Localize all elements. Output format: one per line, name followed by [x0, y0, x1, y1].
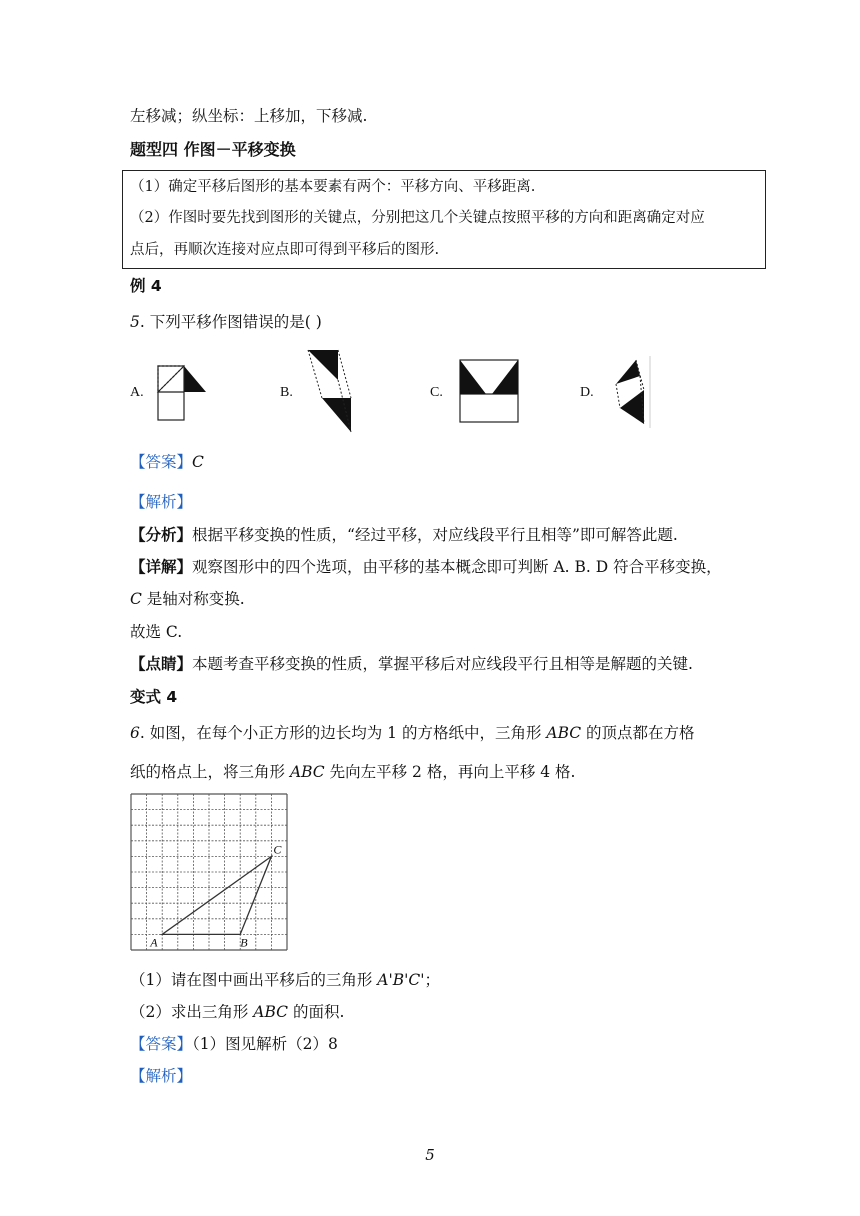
- sub2-a: （2）求出三角形: [130, 1003, 254, 1021]
- vertex-label-b: B: [240, 935, 248, 950]
- grid-figure: [130, 793, 290, 955]
- option-c-label: C.: [430, 385, 443, 400]
- xiangjie-tag: 【详解】: [130, 558, 193, 576]
- example-heading: 例 4: [130, 277, 162, 295]
- page-number: 5: [425, 1146, 435, 1164]
- option-a-figure: [156, 364, 208, 422]
- q6-abc: ABC: [546, 724, 582, 742]
- option-a-label: A.: [130, 385, 144, 400]
- q6-text-a: . 如图，在每个小正方形的边长均为 1 的方格纸中，三角形: [139, 724, 547, 742]
- option-b-label: B.: [280, 385, 293, 400]
- question-number: 6: [130, 724, 140, 742]
- fenxi-tag: 【分析】: [130, 526, 193, 544]
- text-line: 左移减；纵坐标：上移加，下移减.: [130, 107, 368, 125]
- sub2-abc: ABC: [253, 1003, 289, 1021]
- q6-text-d: 先向左平移 2 格，再向上平移 4 格.: [324, 763, 576, 781]
- question-number: 5: [130, 313, 140, 331]
- analysis-tag: 【解析】: [130, 493, 193, 511]
- sub2-b: 的面积.: [288, 1003, 345, 1021]
- dianjing-text: 本题考查平移变换的性质，掌握平移后对应线段平行且相等是解题的关键.: [192, 655, 693, 673]
- answer-value: C: [192, 453, 204, 471]
- sub1-a: （1）请在图中画出平移后的三角形: [130, 971, 378, 989]
- question-5: [130, 312, 322, 332]
- q6-text-b: 的顶点都在方格: [581, 724, 695, 742]
- conclusion: 故选 C.: [130, 623, 183, 641]
- dianjing-tag: 【点睛】: [130, 655, 193, 673]
- tip-line-3: 点后，再顺次连接对应点即可得到平移后的图形.: [130, 242, 440, 258]
- variant-heading: 变式 4: [130, 688, 178, 706]
- triangle-abc: [162, 856, 271, 934]
- q6-abc-2: ABC: [289, 763, 325, 781]
- xiangjie-italic: C: [130, 590, 142, 608]
- fenxi-text: 根据平移变换的性质，“经过平移，对应线段平行且相等”即可解答此题.: [192, 526, 678, 544]
- tip-line-2: （2）作图时要先找到图形的关键点，分别把这几个关键点按照平移的方向和距离确定对应: [130, 210, 705, 226]
- xiangjie-text-2: 是轴对称变换.: [141, 590, 245, 608]
- answer2-tag: 【答案】: [130, 1035, 193, 1053]
- answer-tag: 【答案】: [130, 453, 193, 471]
- option-c-figure: [458, 358, 520, 424]
- q6-text-c: 纸的格点上，将三角形: [130, 763, 290, 781]
- vertex-label-a: A: [150, 935, 158, 950]
- tip-line-1: （1）确定平移后图形的基本要素有两个：平移方向、平移距离.: [130, 179, 536, 195]
- option-d-figure: [606, 354, 656, 430]
- sub1-italic: A'B'C': [377, 971, 425, 989]
- xiangjie-text: 观察图形中的四个选项，由平移的基本概念即可判断 A. B. D 符合平移变换，: [192, 558, 722, 576]
- answer2-text: （1）图见解析（2）8: [192, 1035, 338, 1053]
- option-d-label: D.: [580, 385, 594, 400]
- section-title: 题型四 作图－平移变换: [130, 140, 296, 159]
- vertex-label-c: C: [273, 842, 282, 857]
- sub1-b: ；: [424, 971, 441, 989]
- option-b-figure: [305, 348, 355, 434]
- analysis2-tag: 【解析】: [130, 1067, 193, 1085]
- question-text: . 下列平移作图错误的是( ): [139, 313, 322, 331]
